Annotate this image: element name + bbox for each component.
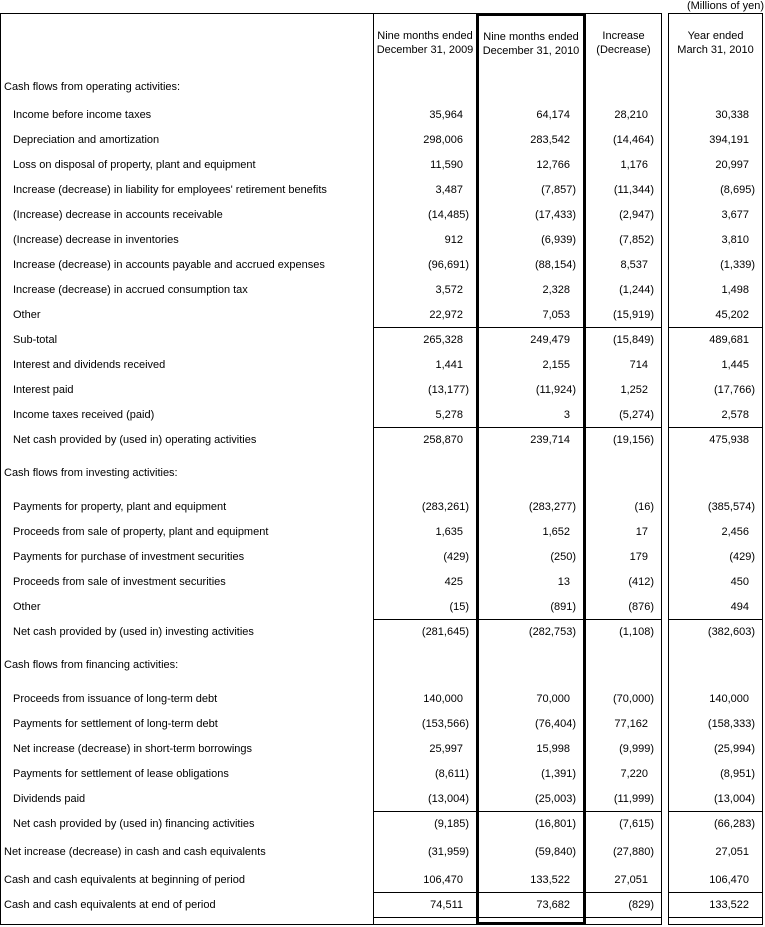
cell-nine-months-2009: 35,964 (429, 108, 463, 121)
cell-nine-months-2009: 74,511 (374, 892, 476, 917)
cell-nine-months-2009 (374, 644, 476, 686)
row-label: Other (1, 302, 374, 327)
cell-nine-months-2010: 133,522 (476, 867, 586, 892)
cell-increase-decrease: (7,852) (619, 233, 654, 246)
cell-nine-months-2010: (25,003) (476, 786, 586, 811)
cell-nine-months-2010: 283,542 (476, 127, 586, 152)
cell-year-ended: 106,470 (709, 873, 749, 886)
header-col-year-line1: Year ended (687, 29, 744, 42)
year-table-row (669, 352, 762, 377)
cell-nine-months-2010: (250) (476, 544, 586, 569)
cell-nine-months-2010: 1,652 (476, 519, 586, 544)
row-label: Proceeds from issuance of long-term debt (1, 686, 374, 711)
cell-nine-months-2009: (281,645) (374, 619, 476, 644)
cell-nine-months-2009: 1,441 (435, 358, 463, 371)
year-table-row (669, 892, 762, 917)
cell-nine-months-2010: 70,000 (476, 686, 586, 711)
year-table-row (669, 252, 762, 277)
year-table-row (669, 569, 762, 594)
row-label: (Increase) decrease in inventories (1, 227, 374, 252)
year-table-row (669, 686, 762, 711)
cell-year-ended (669, 71, 762, 102)
cell-year-ended: 27,051 (715, 845, 749, 858)
table-row (1, 352, 661, 377)
cell-nine-months-2009: 912 (444, 233, 463, 246)
row-label: Income before income taxes (1, 102, 374, 127)
table-row (1, 252, 661, 277)
header-row (1, 14, 661, 71)
table-row (1, 427, 661, 452)
cell-year-ended: 30,338 (715, 108, 749, 121)
year-table-row (669, 327, 762, 352)
cell-nine-months-2010: 2,155 (476, 352, 586, 377)
cell-increase-decrease: (9,999) (619, 742, 654, 755)
row-label: Cash flows from operating activities: (1, 71, 374, 102)
table-row (1, 402, 661, 427)
cell-nine-months-2010 (476, 71, 586, 102)
cell-year-ended: (385,574) (707, 500, 755, 513)
cell-nine-months-2010: (282,753) (476, 619, 586, 644)
cell-nine-months-2010: (76,404) (476, 711, 586, 736)
table-row (1, 711, 661, 736)
row-label: Payments for settlement of lease obligations (1, 761, 374, 786)
table-row (1, 519, 661, 544)
row-label: Proceeds from sale of investment securities (1, 569, 374, 594)
table-row (1, 277, 661, 302)
year-table-row (669, 594, 762, 619)
year-table-row (669, 711, 762, 736)
cell-year-ended: (25,994) (714, 742, 755, 755)
year-table-row (669, 177, 762, 202)
table-row (1, 494, 661, 519)
year-table-row (669, 452, 762, 494)
year-table-row (669, 761, 762, 786)
year-table-row (669, 836, 762, 867)
cell-increase-decrease: (70,000) (613, 692, 654, 705)
cell-year-ended: 140,000 (709, 692, 749, 705)
cell-increase-decrease: 27,051 (614, 873, 648, 886)
row-label: Other (1, 594, 374, 619)
year-table-row (669, 152, 762, 177)
row-label: Dividends paid (1, 786, 374, 811)
cell-year-ended: 494 (730, 600, 749, 613)
row-label: Net cash provided by (used in) operating activities (1, 427, 374, 452)
cell-nine-months-2009: 5,278 (435, 408, 463, 421)
cell-year-ended (669, 917, 762, 924)
cell-nine-months-2009: (153,566) (421, 717, 469, 730)
header-col-year-ended (669, 14, 762, 71)
cell-year-ended: (13,004) (714, 792, 755, 805)
cell-year-ended: (429) (729, 550, 755, 563)
row-label: Income taxes received (paid) (1, 402, 374, 427)
cell-nine-months-2010: 64,174 (476, 102, 586, 127)
table-row (1, 202, 661, 227)
table-row (1, 686, 661, 711)
table-row (1, 71, 661, 102)
cell-year-ended: 45,202 (715, 308, 749, 321)
row-label: Depreciation and amortization (1, 127, 374, 152)
main-table (0, 13, 662, 925)
table-row (1, 177, 661, 202)
cell-nine-months-2010: (11,924) (476, 377, 586, 402)
cell-year-ended: (8,695) (720, 183, 755, 196)
cell-year-ended: 489,681 (669, 327, 762, 352)
cell-nine-months-2009: (283,261) (421, 500, 469, 513)
cell-year-ended: 394,191 (709, 133, 749, 146)
year-header-row (669, 14, 762, 71)
table-row (1, 152, 661, 177)
cell-year-ended: (1,339) (720, 258, 755, 271)
table-row (1, 761, 661, 786)
year-table-row (669, 427, 762, 452)
table-row (1, 811, 661, 836)
cell-increase-decrease: 17 (635, 525, 648, 538)
cell-nine-months-2009: 258,870 (374, 427, 476, 452)
row-label: Cash flows from investing activities: (1, 452, 374, 494)
header-col-year-line2: March 31, 2010 (677, 43, 754, 56)
row-label: Net cash provided by (used in) investing activities (1, 619, 374, 644)
table-row (1, 302, 661, 327)
main-rows (1, 71, 661, 924)
year-rows (669, 71, 762, 924)
cell-nine-months-2010: (88,154) (476, 252, 586, 277)
cell-year-ended: 2,456 (721, 525, 749, 538)
cell-increase-decrease: (11,344) (613, 183, 654, 196)
cell-nine-months-2010: (283,277) (476, 494, 586, 519)
tables-wrap (0, 13, 765, 925)
cell-nine-months-2010: 3 (476, 402, 586, 427)
cell-increase-decrease (586, 917, 661, 924)
cell-nine-months-2010: (7,857) (476, 177, 586, 202)
year-table (668, 13, 763, 925)
cell-year-ended: 133,522 (669, 892, 762, 917)
row-label: Net increase (decrease) in short-term borrowings (1, 736, 374, 761)
header-col-nine-months-2010 (476, 14, 586, 71)
cell-increase-decrease: (5,274) (619, 408, 654, 421)
row-label: Net cash provided by (used in) financing activities (1, 811, 374, 836)
header-empty-cell (1, 14, 374, 71)
cell-nine-months-2010 (476, 917, 586, 924)
header-col-increase-line2: (Decrease) (596, 43, 651, 56)
table-row (1, 127, 661, 152)
table-row (1, 786, 661, 811)
table-row (1, 917, 661, 924)
cell-increase-decrease: (19,156) (586, 427, 661, 452)
cell-nine-months-2010: 249,479 (476, 327, 586, 352)
row-label: Sub-total (1, 327, 374, 352)
cell-year-ended: 2,578 (721, 408, 749, 421)
row-label: Cash and cash equivalents at beginning of period (1, 867, 374, 892)
year-table-row (669, 277, 762, 302)
cell-nine-months-2009 (374, 452, 476, 494)
year-table-row (669, 544, 762, 569)
header-col-2010-line1: Nine months ended (483, 30, 579, 43)
cell-year-ended: 450 (730, 575, 749, 588)
table-row (1, 569, 661, 594)
cell-nine-months-2010: (6,939) (476, 227, 586, 252)
cell-nine-months-2009: (429) (443, 550, 469, 563)
units-label: (Millions of yen) (686, 0, 764, 12)
cell-nine-months-2010 (476, 452, 586, 494)
cell-increase-decrease: (16) (634, 500, 654, 513)
cell-increase-decrease: 714 (629, 358, 648, 371)
cell-nine-months-2009: 11,590 (430, 158, 463, 171)
cell-increase-decrease: 179 (629, 550, 648, 563)
year-table-row (669, 102, 762, 127)
table-row (1, 892, 661, 917)
cell-nine-months-2010: (59,840) (476, 836, 586, 867)
year-table-row (669, 202, 762, 227)
cell-nine-months-2009: 3,487 (435, 183, 463, 196)
header-col-2009-line2: December 31, 2009 (376, 43, 474, 56)
row-label: Interest paid (1, 377, 374, 402)
year-table-row (669, 71, 762, 102)
table-row (1, 594, 661, 619)
cell-year-ended (669, 452, 762, 494)
year-table-row (669, 494, 762, 519)
cell-increase-decrease: 1,176 (620, 158, 648, 171)
cell-nine-months-2009: (9,185) (374, 811, 476, 836)
header-col-increase-line1: Increase (602, 29, 645, 42)
cell-increase-decrease: (1,108) (586, 619, 661, 644)
row-label: Payments for purchase of investment securities (1, 544, 374, 569)
cell-nine-months-2010: 13 (476, 569, 586, 594)
row-label: Interest and dividends received (1, 352, 374, 377)
table-row (1, 227, 661, 252)
table-row (1, 452, 661, 494)
cell-year-ended: 1,498 (721, 283, 749, 296)
cell-nine-months-2009: (13,004) (428, 792, 469, 805)
table-row (1, 327, 661, 352)
cell-increase-decrease: (1,244) (619, 283, 654, 296)
cell-nine-months-2009: (96,691) (428, 258, 469, 271)
cell-year-ended: (8,951) (720, 767, 755, 780)
table-row (1, 836, 661, 867)
cell-year-ended: (382,603) (669, 619, 762, 644)
table-row (1, 544, 661, 569)
row-label: Net increase (decrease) in cash and cash equivalents (1, 836, 374, 867)
cell-increase-decrease: (412) (628, 575, 654, 588)
cell-nine-months-2010 (476, 644, 586, 686)
cell-year-ended: 3,810 (721, 233, 749, 246)
year-table-row (669, 519, 762, 544)
cell-nine-months-2009 (374, 71, 476, 102)
row-label: Increase (decrease) in accounts payable and accrued expenses (1, 252, 374, 277)
cell-nine-months-2009: (15) (449, 600, 469, 613)
cell-increase-decrease: (15,919) (613, 308, 654, 321)
year-table-row (669, 867, 762, 892)
cell-nine-months-2009 (374, 917, 476, 924)
cell-nine-months-2010: 15,998 (476, 736, 586, 761)
cell-year-ended: 20,997 (715, 158, 749, 171)
cell-increase-decrease: (11,999) (613, 792, 654, 805)
year-table-row (669, 402, 762, 427)
cell-increase-decrease: 8,537 (620, 258, 648, 271)
cell-nine-months-2009: 25,997 (429, 742, 463, 755)
cell-year-ended: (66,283) (669, 811, 762, 836)
cell-increase-decrease: 7,220 (620, 767, 648, 780)
cell-increase-decrease: (876) (628, 600, 654, 613)
cell-nine-months-2009: (31,959) (428, 845, 469, 858)
cell-nine-months-2010: (891) (476, 594, 586, 619)
row-label: Cash and cash equivalents at end of period (1, 892, 374, 917)
cell-nine-months-2010: 2,328 (476, 277, 586, 302)
table-row (1, 867, 661, 892)
row-label: Payments for settlement of long-term debt (1, 711, 374, 736)
row-label: Loss on disposal of property, plant and equipment (1, 152, 374, 177)
cell-increase-decrease: (829) (586, 892, 661, 917)
cell-increase-decrease: (2,947) (619, 208, 654, 221)
cell-increase-decrease: (7,615) (586, 811, 661, 836)
cell-nine-months-2009: (14,485) (428, 208, 469, 221)
cell-increase-decrease (586, 644, 661, 686)
row-label: Cash flows from financing activities: (1, 644, 374, 686)
cell-nine-months-2009: 298,006 (423, 133, 463, 146)
cell-nine-months-2010: (1,391) (476, 761, 586, 786)
cell-nine-months-2009: 106,470 (423, 873, 463, 886)
cell-nine-months-2009: 140,000 (423, 692, 463, 705)
header-col-nine-months-2009 (374, 14, 476, 71)
header-col-increase-decrease (586, 14, 661, 71)
cell-increase-decrease: (27,880) (613, 845, 654, 858)
cell-increase-decrease (586, 452, 661, 494)
cell-nine-months-2009: 3,572 (435, 283, 463, 296)
cell-nine-months-2009: 22,972 (429, 308, 463, 321)
cell-increase-decrease (586, 71, 661, 102)
cell-increase-decrease: 28,210 (614, 108, 648, 121)
cell-nine-months-2009: 265,328 (374, 327, 476, 352)
year-table-row (669, 127, 762, 152)
table-row (1, 619, 661, 644)
cell-increase-decrease: 1,252 (620, 383, 648, 396)
cell-year-ended: 1,445 (721, 358, 749, 371)
table-row (1, 377, 661, 402)
row-label: Payments for property, plant and equipment (1, 494, 374, 519)
cell-nine-months-2009: (13,177) (428, 383, 469, 396)
row-label: Increase (decrease) in accrued consumption tax (1, 277, 374, 302)
year-table-row (669, 917, 762, 924)
cell-nine-months-2010: 12,766 (476, 152, 586, 177)
cell-nine-months-2010: (17,433) (476, 202, 586, 227)
table-row (1, 736, 661, 761)
row-label (1, 917, 374, 924)
cell-nine-months-2010: 7,053 (476, 302, 586, 327)
cell-nine-months-2009: (8,611) (434, 767, 469, 780)
year-table-row (669, 377, 762, 402)
year-table-row (669, 302, 762, 327)
cell-nine-months-2009: 425 (444, 575, 463, 588)
cell-increase-decrease: 77,162 (614, 717, 648, 730)
cell-year-ended: 475,938 (669, 427, 762, 452)
table-row (1, 644, 661, 686)
year-table-row (669, 736, 762, 761)
cell-year-ended: (158,333) (707, 717, 755, 730)
cell-year-ended: (17,766) (714, 383, 755, 396)
year-table-row (669, 619, 762, 644)
header-col-2010-line2: December 31, 2010 (482, 44, 580, 57)
header-col-2009-line1: Nine months ended (377, 29, 473, 42)
year-table-row (669, 786, 762, 811)
cell-nine-months-2010: 73,682 (476, 892, 586, 917)
cell-nine-months-2010: (16,801) (476, 811, 586, 836)
table-row (1, 102, 661, 127)
cell-year-ended (669, 644, 762, 686)
year-table-row (669, 227, 762, 252)
cell-increase-decrease: (15,849) (586, 327, 661, 352)
year-table-row (669, 644, 762, 686)
cell-increase-decrease: (14,464) (613, 133, 654, 146)
row-label: Increase (decrease) in liability for employees' retirement benefits (1, 177, 374, 202)
cell-nine-months-2010: 239,714 (476, 427, 586, 452)
cell-year-ended: 3,677 (721, 208, 749, 221)
row-label: Proceeds from sale of property, plant and equipment (1, 519, 374, 544)
year-table-row (669, 811, 762, 836)
row-label: (Increase) decrease in accounts receivable (1, 202, 374, 227)
cell-nine-months-2009: 1,635 (435, 525, 463, 538)
